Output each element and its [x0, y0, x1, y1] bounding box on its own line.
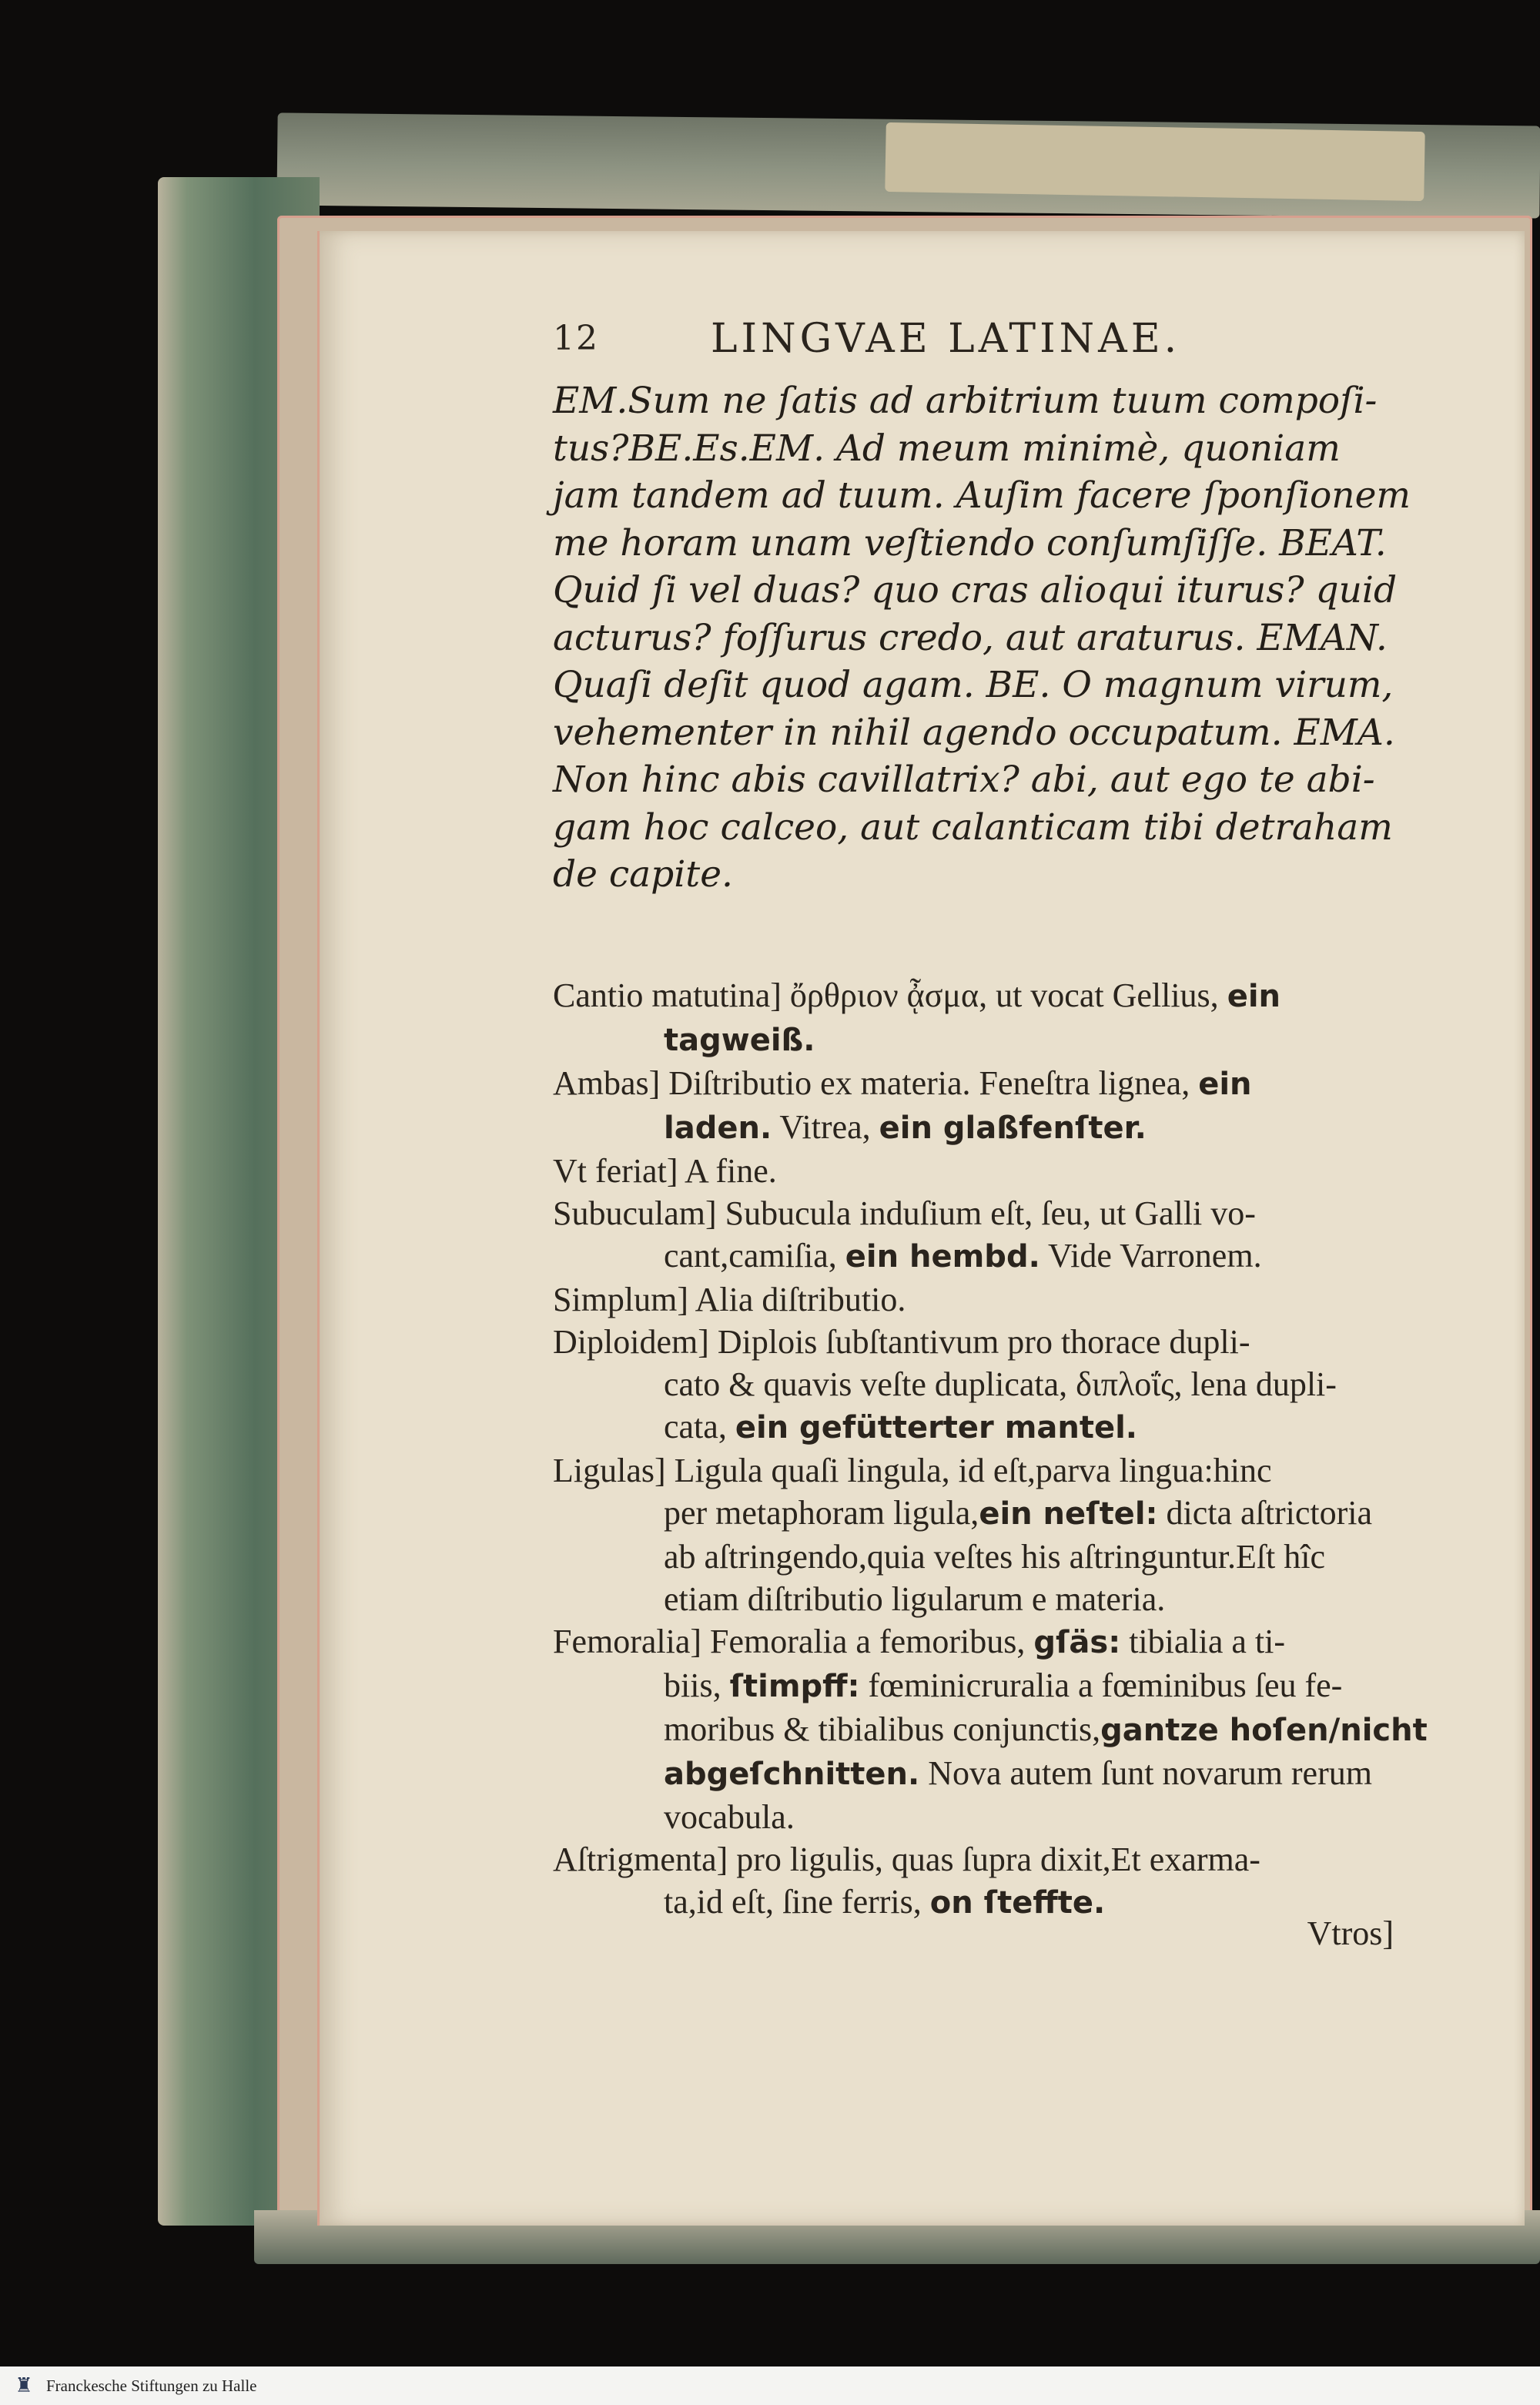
gloss-german: ſtimpff: [729, 1669, 860, 1704]
note-line [553, 974, 1400, 1018]
dialogue-line: Quaſi deſit quod agam. BE. O magnum virum, [553, 664, 1394, 706]
note-line [553, 1278, 1400, 1321]
note-entry [553, 1192, 1400, 1278]
dialogue-line: jam tandem ad tuum. Auſim facere ſponſionem [553, 474, 1411, 517]
note-line [608, 1363, 1400, 1405]
note-line [608, 1405, 1400, 1449]
note-line [608, 1106, 1400, 1150]
dialogue-line: gam hoc calceo, aut calanticam tibi detraham [553, 806, 1393, 849]
gloss-german: on ſteffte. [929, 1885, 1106, 1921]
note-text: Vide Varronem. [1040, 1237, 1262, 1275]
note-text: Subuculam] Subucula induſium eſt, ſeu, ut Galli vo- [553, 1194, 1256, 1232]
note-line [553, 1449, 1400, 1492]
gloss-german: ein [1227, 979, 1281, 1014]
gloss-german: gſäs: [1033, 1625, 1121, 1660]
note-text: vocabula. [664, 1798, 795, 1836]
note-entry [553, 1321, 1400, 1449]
commentary-notes [553, 974, 1428, 1924]
running-title: LINGVAE LATINAE. [711, 316, 1181, 362]
note-line [553, 1838, 1400, 1881]
note-text: Ambas] Diſtributio ex materia. Feneſtra lignea, [553, 1064, 1199, 1102]
running-header [553, 316, 1400, 370]
dialogue-line: acturus? foſſurus credo, aut araturus. EMAN. [553, 616, 1388, 659]
note-text: biis, [664, 1666, 730, 1704]
note-text: Aſtrigmenta] pro ligulis, quas ſupra dixit,Et exarma- [553, 1841, 1260, 1878]
gloss-german: ein neſtel: [979, 1496, 1158, 1532]
gloss-german: laden. [664, 1110, 772, 1146]
catchword: Vtros] [1307, 1914, 1394, 1952]
dialogue-line: EM.Sum ne ſatis ad arbitrium tuum compoſi- [553, 380, 1378, 422]
gloss-german: ein glaßfenſter. [879, 1110, 1147, 1146]
gloss-german: gantze hoſen/nicht [1100, 1713, 1428, 1748]
note-line [608, 1234, 1400, 1278]
note-text: Femoralia] Femoralia a femoribus, [553, 1623, 1034, 1660]
book-board-band [885, 122, 1424, 201]
note-text: cato & quavis veſte duplicata, διπλοΐς, lena dupli- [664, 1365, 1337, 1403]
dialogue-line: vehementer in nihil agendo occupatum. EMA. [553, 711, 1395, 754]
note-text: Vt feriat] A fine. [553, 1152, 777, 1190]
note-line [553, 1321, 1400, 1363]
gloss-german: ein [1198, 1067, 1252, 1102]
note-line [553, 1150, 1400, 1192]
note-line [608, 1664, 1400, 1708]
note-text: etiam diſtributio ligularum e materia. [664, 1580, 1166, 1618]
note-line [608, 1796, 1400, 1838]
gloss-german: ein gefütterter mantel. [735, 1410, 1137, 1445]
note-line [608, 1708, 1428, 1752]
dialogue-line: me horam unam veſtiendo conſumſiſſe. BEAT. [553, 521, 1387, 564]
gloss-german: abgeſchnitten. [664, 1757, 920, 1792]
gloss-german: tagweiß. [664, 1023, 815, 1058]
note-entry [553, 1150, 1400, 1192]
note-entry [553, 1278, 1400, 1321]
note-text: ta,id eſt, ſine ferris, [664, 1883, 930, 1921]
dialogue-line: de capite. [553, 853, 733, 896]
note-line [608, 1578, 1400, 1620]
note-text: ab aſtringendo,quia veſtes his aſtringuntur.Eſt hîc [664, 1538, 1326, 1576]
note-line [553, 1620, 1400, 1664]
note-text: Ligulas] Ligula quaſi lingula, id eſt,parva lingua:hinc [553, 1452, 1272, 1489]
note-entry [553, 974, 1400, 1062]
dialogue-line: Quid ſi vel duas? quo cras alioqui iturus? quid [553, 569, 1398, 611]
note-text: moribus & tibialibus conjunctis, [664, 1710, 1101, 1748]
note-text: cata, [664, 1408, 735, 1445]
note-text: Simplum] Alia diſtributio. [553, 1281, 906, 1318]
note-line [608, 1752, 1400, 1796]
note-text: Nova autem ſunt novarum rerum [919, 1754, 1372, 1792]
note-line [608, 1492, 1400, 1536]
note-text: tibialia a ti- [1120, 1623, 1286, 1660]
note-entry [553, 1062, 1400, 1150]
note-entry [553, 1620, 1428, 1838]
note-entry [553, 1449, 1400, 1620]
dialogue-line: Non hinc abis cavillatrix? abi, aut ego te abi- [553, 759, 1375, 801]
footer-credit: Franckesche Stiftungen zu Halle [46, 2377, 257, 2395]
note-text: dicta aſtrictoria [1157, 1494, 1373, 1532]
dialogue-line: tus?BE.Es.EM. Ad meum minimè, quoniam [553, 427, 1341, 470]
note-entry [553, 1838, 1400, 1924]
note-text: cant,camiſia, [664, 1237, 845, 1275]
footer-bar [0, 2366, 1540, 2405]
note-text: per metaphoram ligula, [664, 1494, 979, 1532]
note-line [608, 1536, 1400, 1578]
note-text: fœminicruralia a fœminibus ſeu fe- [859, 1666, 1343, 1704]
note-line [608, 1018, 1400, 1062]
gloss-german: ein hembd. [845, 1239, 1040, 1275]
foundation-logo-icon: ♜ [15, 2374, 33, 2397]
dialogue-text [553, 377, 1411, 899]
note-text: Cantio matutina] ὄρθριον ᾆσμα, ut vocat Gellius, [553, 976, 1227, 1014]
note-text: Vitrea, [772, 1108, 879, 1146]
note-text: Diploidem] Diplois ſubſtantivum pro thorace dupli- [553, 1323, 1250, 1361]
note-line [553, 1192, 1400, 1234]
page-number: 12 [553, 319, 599, 358]
note-line [553, 1062, 1400, 1106]
